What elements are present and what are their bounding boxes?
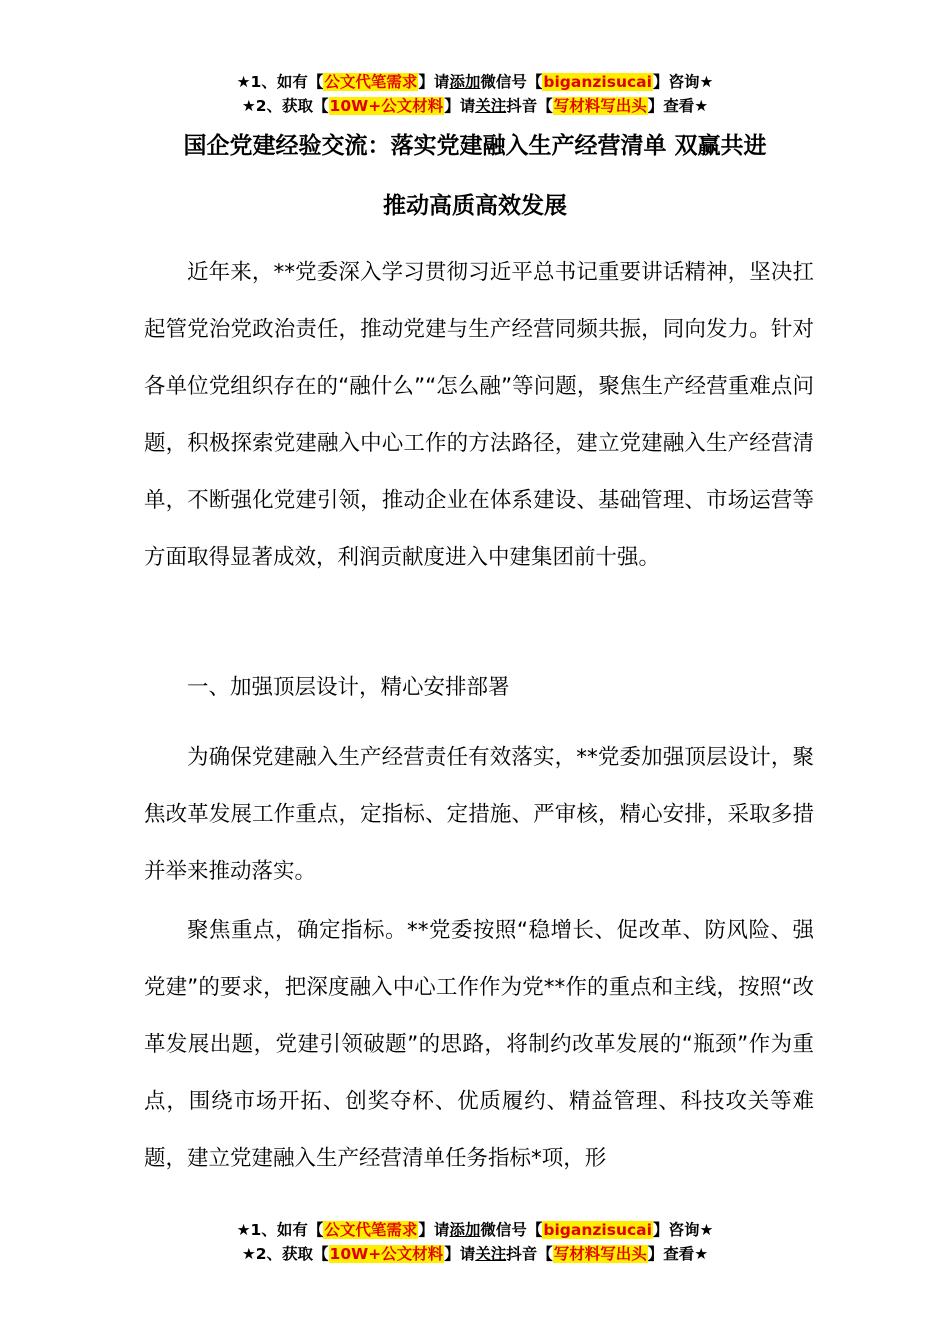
promo-text: ★2、获取【 bbox=[241, 97, 329, 115]
promo-text: 】查看★ bbox=[647, 1245, 709, 1263]
promo-highlight: 写材料写出头 bbox=[553, 1245, 647, 1263]
promo-highlight: 公文代笔需求 bbox=[324, 73, 418, 91]
promo-highlight: 公文代笔需求 bbox=[324, 1221, 418, 1239]
promo-banner-bottom bbox=[0, 1218, 950, 1266]
promo-text: ★2、获取【 bbox=[241, 1245, 329, 1263]
promo-text: 抖音【 bbox=[506, 1245, 553, 1263]
promo-line-2 bbox=[0, 1242, 950, 1266]
promo-text: 】咨询★ bbox=[652, 1221, 714, 1239]
promo-banner-top bbox=[0, 70, 950, 118]
promo-text: 微信号【 bbox=[480, 1221, 543, 1239]
body-paragraph-2 bbox=[144, 729, 814, 900]
promo-text: 】请 bbox=[444, 1245, 476, 1263]
promo-line-1 bbox=[0, 1218, 950, 1242]
promo-line-1 bbox=[0, 70, 950, 94]
section-heading-text: 一、加强顶层设计，精心安排部署 bbox=[187, 675, 510, 700]
promo-underlined: 添加 bbox=[449, 1221, 481, 1239]
promo-highlight: biganzisucai bbox=[543, 73, 652, 91]
promo-text: ★1、如有【 bbox=[236, 1221, 324, 1239]
promo-text: 】请 bbox=[444, 97, 476, 115]
section-heading-1 bbox=[144, 659, 814, 716]
promo-text: ★1、如有【 bbox=[236, 73, 324, 91]
promo-text: 微信号【 bbox=[480, 73, 543, 91]
promo-text: 抖音【 bbox=[506, 97, 553, 115]
promo-text: 】请 bbox=[418, 1221, 450, 1239]
promo-highlight: 写材料写出头 bbox=[553, 97, 647, 115]
promo-highlight: 10W+公文材料 bbox=[329, 97, 444, 115]
promo-underlined: 关注 bbox=[475, 97, 507, 115]
paragraph-text: 近年来，**党委深入学习贯彻习近平总书记重要讲话精神，坚决扛起管党治党政治责任，推动党建与生产经营同频共振，同向发力。针对各单位党组织存在的“融什么”“怎么融”等问题，聚焦生产经营重难点问题，积极探索党建融入中心工作的方法路径，建立党建融入生产经营清单，不断强化党建引领，推动企业在体系建设、基础管理、市场运营等方面取得显著成效，利润贡献度进入中建集团前十强。 bbox=[144, 260, 814, 570]
body-paragraph-3 bbox=[144, 902, 814, 1187]
promo-line-2 bbox=[0, 94, 950, 118]
promo-text: 】查看★ bbox=[647, 97, 709, 115]
document-title-line-1: 国企党建经验交流：落实党建融入生产经营清单 双赢共进 bbox=[183, 133, 767, 159]
promo-underlined: 添加 bbox=[449, 73, 481, 91]
promo-text: 】请 bbox=[418, 73, 450, 91]
promo-underlined: 关注 bbox=[475, 1245, 507, 1263]
promo-text: 】咨询★ bbox=[652, 73, 714, 91]
document-title-line-2: 推动高质高效发展 bbox=[383, 193, 567, 219]
paragraph-text: 为确保党建融入生产经营责任有效落实，**党委加强顶层设计，聚焦改革发展工作重点，定指标、定措施、严审核，精心安排，采取多措并举来推动落实。 bbox=[144, 745, 814, 884]
body-paragraph-intro bbox=[144, 244, 814, 586]
paragraph-text: 聚焦重点，确定指标。**党委按照“稳增长、促改革、防风险、强党建”的要求，把深度融入中心工作作为党**作的重点和主线，按照“改革发展出题，党建引领破题”的思路，将制约改革发展的“瓶颈”作为重点，围绕市场开拓、创奖夺杯、优质履约、精益管理、科技攻关等难题，建立党建融入生产经营清单任务指标*项，形 bbox=[144, 918, 814, 1171]
promo-highlight: 10W+公文材料 bbox=[329, 1245, 444, 1263]
promo-highlight: biganzisucai bbox=[543, 1221, 652, 1239]
